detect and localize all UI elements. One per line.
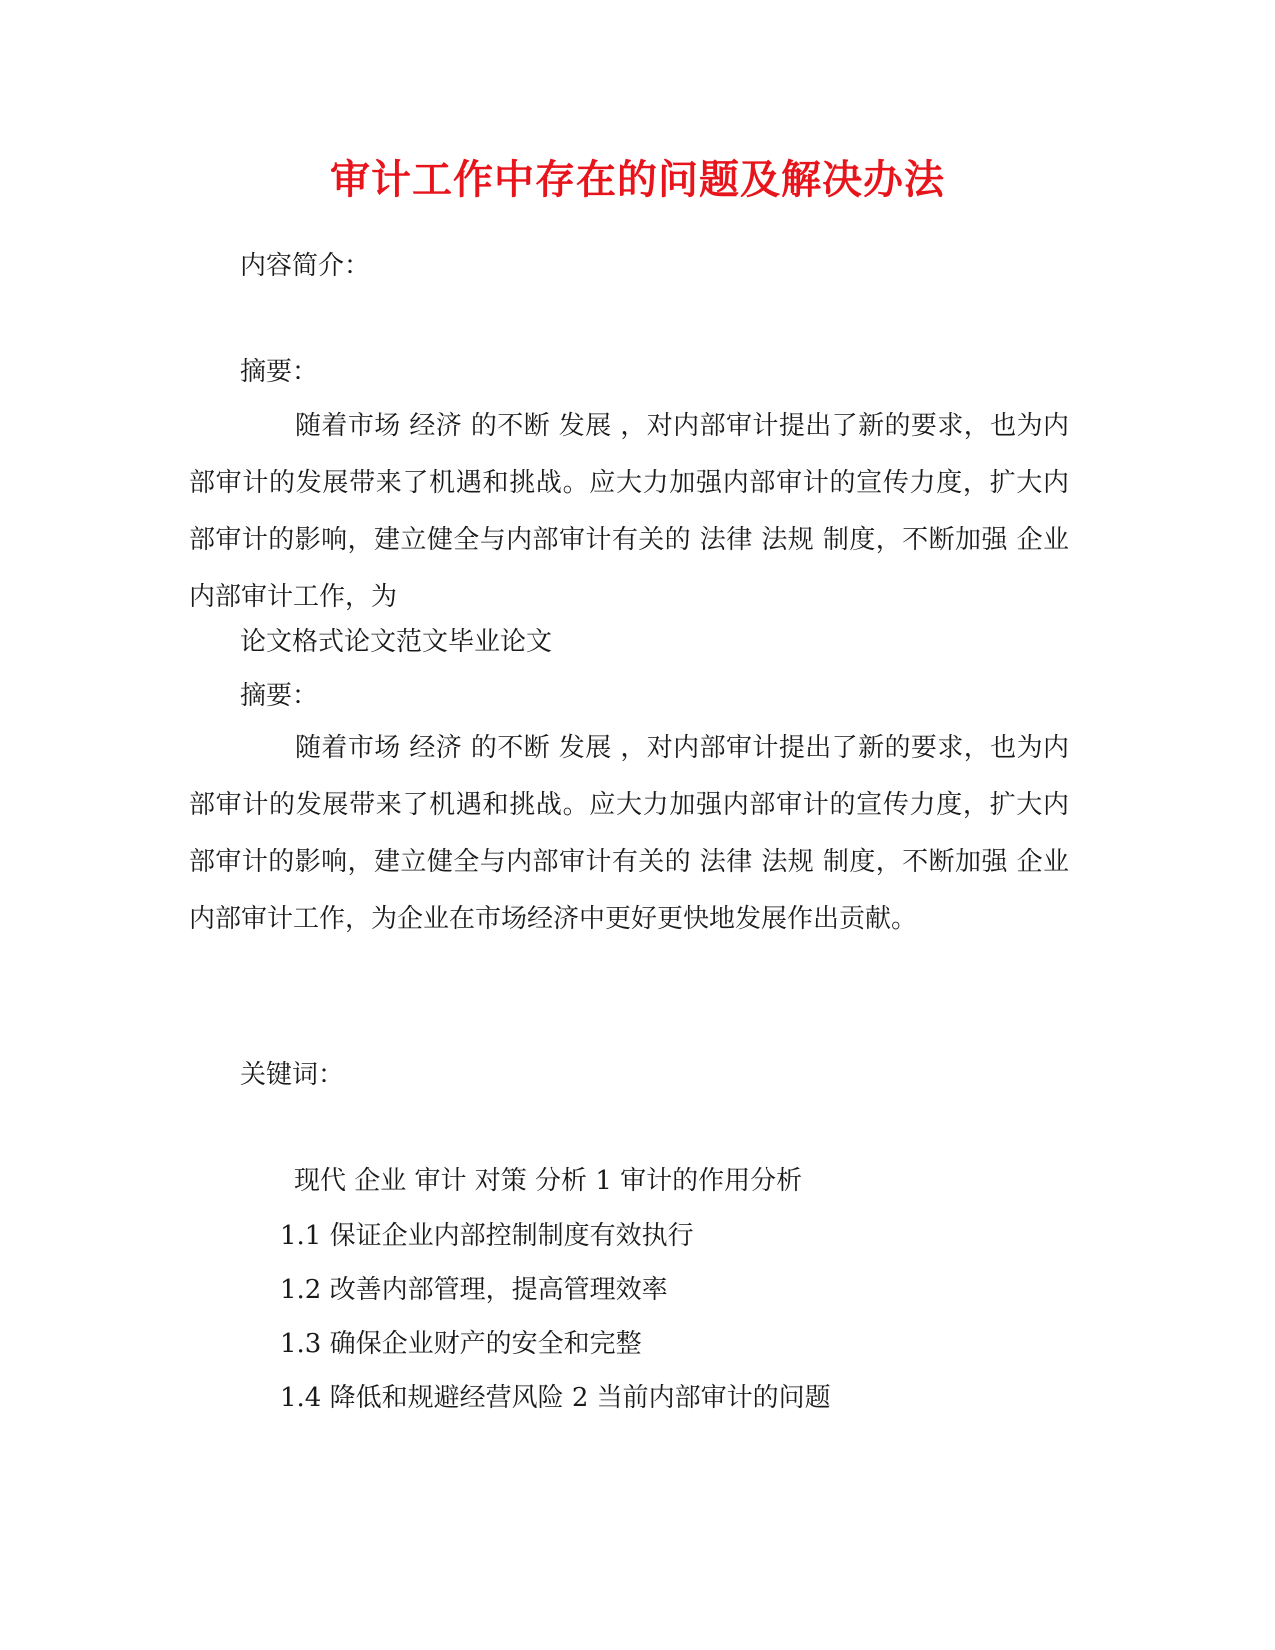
abstract-paragraph: 随着市场 经济 的不断 发展 ，对内部审计提出了新的要求，也为内部审计的发展带来了机遇和挑战。应大力加强内部审计的宣传力度，扩大内部审计的影响，建立健全与内部审计有关的 法律 法规 制度，不断加强 企业 内部审计工作，为 <box>189 411 1069 612</box>
keywords-label: 关键词： <box>240 1060 345 1090</box>
abstract-label: 摘要： <box>240 681 319 711</box>
intro-label: 内容简介： <box>240 251 371 281</box>
category-line: 论文格式论文范文毕业论文 <box>240 627 553 657</box>
keywords-line: 现代 企业 审计 对策 分析 1 审计的作用分析 <box>294 1166 803 1196</box>
abstract-label: 摘要： <box>240 357 319 387</box>
abstract-paragraph: 随着市场 经济 的不断 发展 ，对内部审计提出了新的要求，也为内部审计的发展带来了机遇和挑战。应大力加强内部审计的宣传力度，扩大内部审计的影响，建立健全与内部审计有关的 法律 法规 制度，不断加强 企业 内部审计工作，为企业在市场经济中更好更快地发展作出贡献。 <box>189 733 1069 934</box>
toc-item: 1.2 改善内部管理，提高管理效率 <box>280 1275 668 1305</box>
toc-item: 1.1 保证企业内部控制制度有效执行 <box>280 1221 694 1251</box>
document-title: 审计工作中存在的问题及解决办法 <box>330 156 945 203</box>
toc-item: 1.4 降低和规避经营风险 2 当前内部审计的问题 <box>280 1383 831 1413</box>
toc-item: 1.3 确保企业财产的安全和完整 <box>280 1329 642 1359</box>
